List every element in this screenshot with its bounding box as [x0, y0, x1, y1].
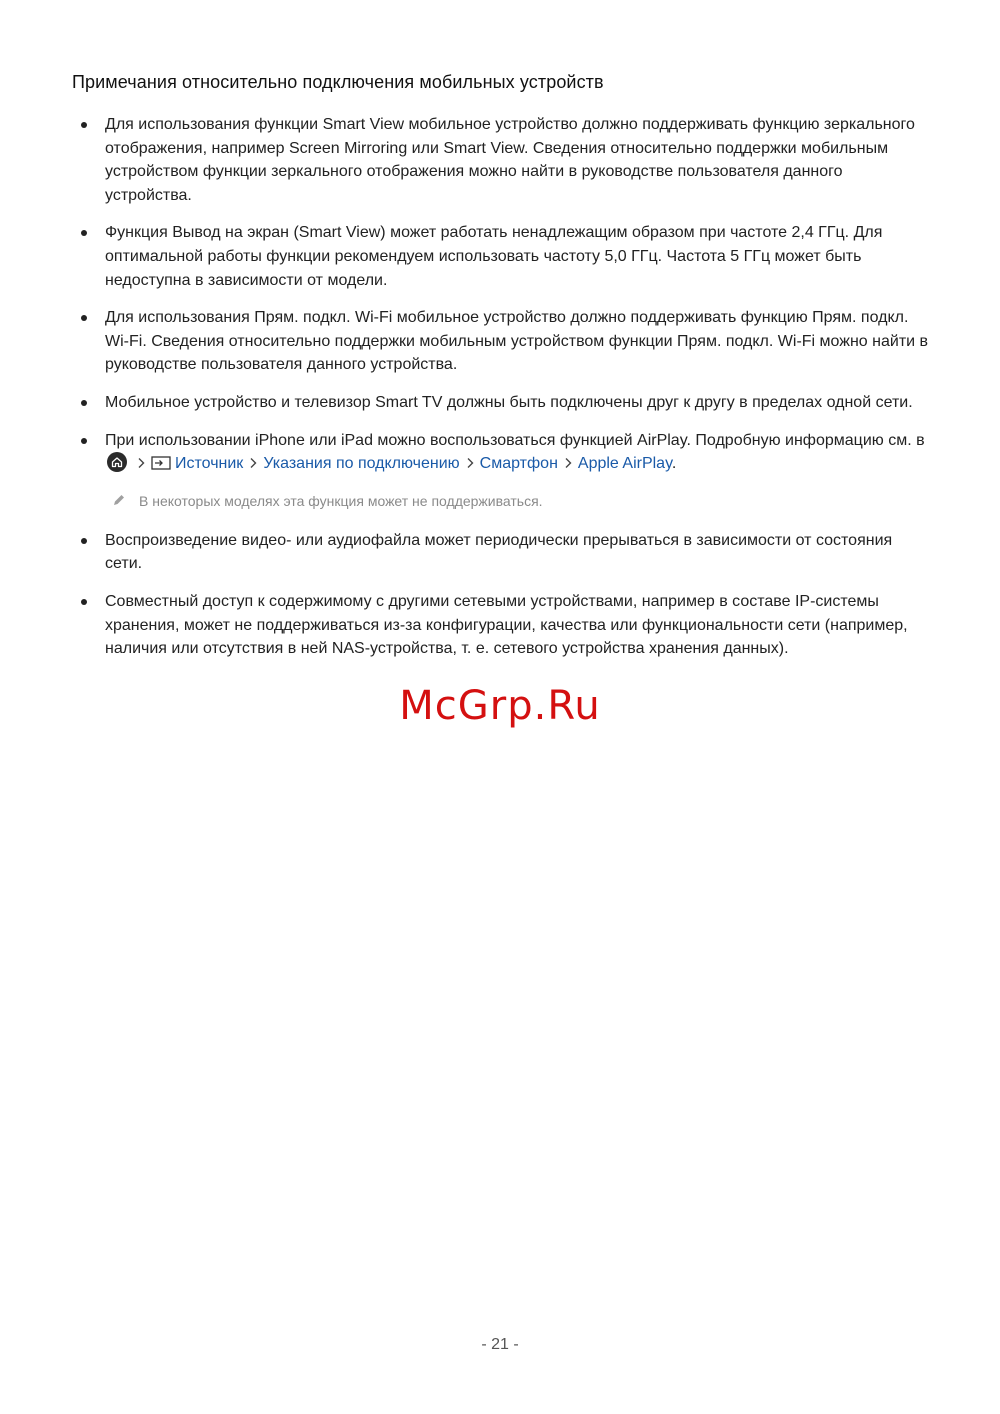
- bullet-icon: [81, 599, 87, 605]
- notes-list: [72, 113, 932, 675]
- list-item-text: Совместный доступ к содержимому с другими сетевыми устройствами, например в составе IP-системы хранения, может не поддерживаться из-за конфигурации, качества или функциональности сети (например, наличия или отсутствия в ней NAS-устройства, т. е. сетевого устройства хранения данных).: [105, 592, 908, 658]
- chevron-right-icon: [466, 453, 474, 477]
- bullet-icon: [81, 538, 87, 544]
- bullet-icon: [81, 230, 87, 236]
- source-icon: [151, 455, 171, 479]
- list-item-text: При использовании iPhone или iPad можно воспользоваться функцией AirPlay. Подробную информацию см. в: [105, 431, 925, 449]
- chevron-right-icon: [564, 453, 572, 477]
- note-text: В некоторых моделях эта функция может не поддерживаться.: [139, 492, 543, 509]
- list-item: [72, 590, 932, 661]
- home-icon: [107, 452, 127, 472]
- list-item-text: Функция Вывод на экран (Smart View) может работать ненадлежащим образом при частоте 2,4 ГГц. Для оптимальной работы функции рекомендуем использовать частоту 5,0 ГГц. Частота 5 ГГц может быть недоступна в зависимости от модели.: [105, 224, 883, 289]
- list-item: [72, 113, 932, 207]
- sentence-end: .: [671, 455, 677, 473]
- list-item-text: Воспроизведение видео- или аудиофайла может периодически прерываться в зависимости от состояния сети.: [105, 531, 893, 573]
- page-title: Примечания относительно подключения мобильных устройств: [72, 72, 604, 92]
- bullet-icon: [81, 122, 87, 128]
- list-item: [72, 306, 932, 377]
- bullet-icon: [81, 400, 87, 406]
- path-connection-guide-link[interactable]: Указания по подключению: [263, 455, 460, 473]
- list-item-text: Для использования функции Smart View мобильное устройство должно поддерживать функцию зеркального отображения, например Screen Mirroring или Smart View. Сведения относительно поддержки мобильным устройством функции зеркального отображения можно найти в руководстве пользователя данного устройства.: [105, 116, 915, 204]
- list-item-airplay: [72, 429, 932, 479]
- bullet-icon: [81, 438, 87, 444]
- list-item-text: Мобильное устройство и телевизор Smart TV должны быть подключены друг к другу в пределах одной сети.: [105, 393, 913, 411]
- chevron-right-icon: [249, 453, 257, 477]
- note: [72, 491, 932, 511]
- list-item-text: Для использования Прям. подкл. Wi-Fi мобильное устройство должно поддерживать функцию Прям. подкл. Wi-Fi. Сведения относительно поддержки мобильным устройством функции Прям. подкл. Wi-Fi можно найти в руководстве пользователя данного устройства.: [105, 309, 929, 374]
- path-apple-airplay-link[interactable]: Apple AirPlay: [577, 455, 672, 473]
- list-item: [72, 529, 932, 576]
- watermark: McGrp.Ru: [399, 683, 601, 729]
- bullet-icon: [81, 315, 87, 321]
- chevron-right-icon: [137, 453, 145, 477]
- list-item: [72, 221, 932, 292]
- path-source-link[interactable]: Источник: [175, 455, 244, 473]
- path-smartphone-link[interactable]: Смартфон: [479, 455, 558, 473]
- page-number: - 21 -: [481, 1336, 519, 1353]
- list-item: [72, 391, 932, 415]
- pencil-icon: [112, 492, 126, 512]
